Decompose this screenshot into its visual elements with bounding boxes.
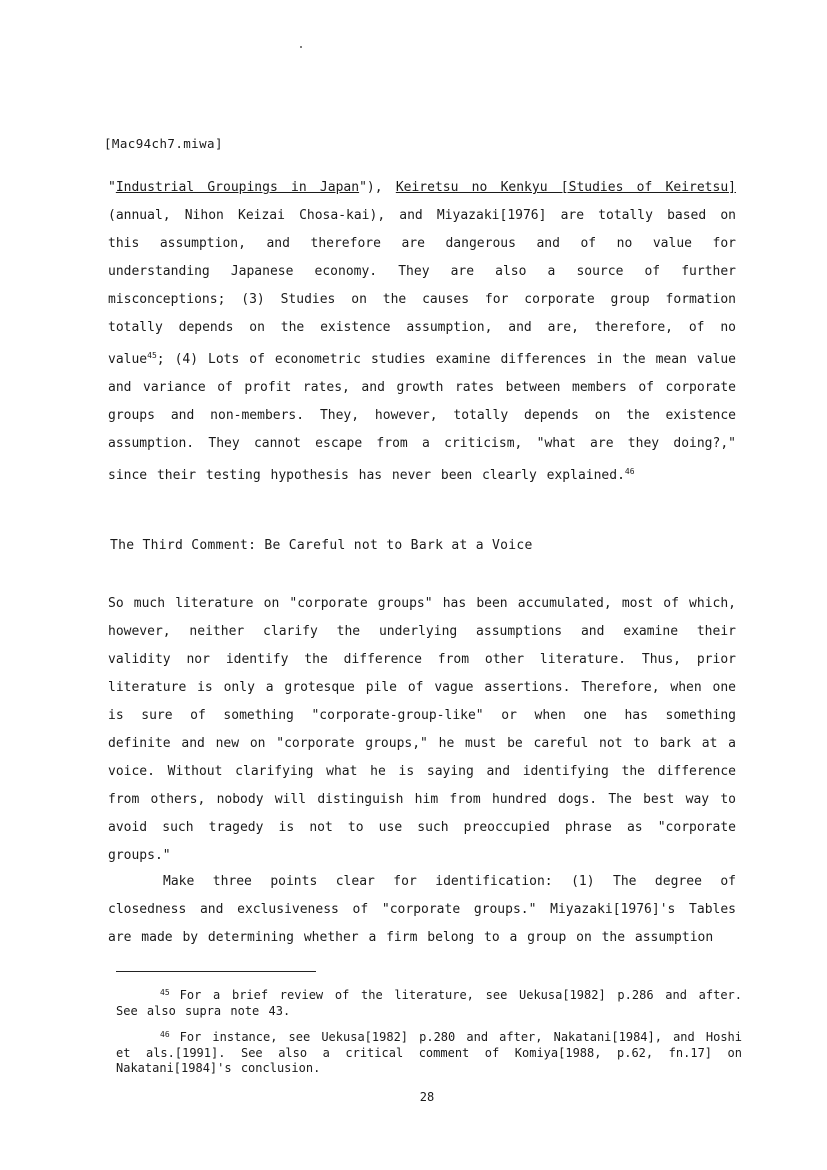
citation-title-keiretsu: Keiretsu no Kenkyu [Studies of Keiretsu] — [395, 180, 736, 195]
section-heading: The Third Comment: Be Careful not to Bark at a Voice — [110, 538, 533, 553]
file-identifier: [Mac94ch7.miwa] — [104, 136, 223, 151]
footnote-ref-45: 45 — [147, 351, 157, 360]
paragraph-body: Make three points clear for identification: (1) The degree of closedness and exclusiveness of "corporate groups." Miyazaki[1976]'s Tables are made by determining whether a firm belong to a group on the assumption — [108, 874, 736, 945]
footnote-text: For instance, see Uekusa[1982] p.280 and after, Nakatani[1984], and Hoshi et als.[1991]. See also a critical comment of Komiya[1988, p.62, fn.17] on Nakatani[1984]'s conclusion. — [116, 1030, 742, 1075]
footnote-46 — [116, 1027, 742, 1077]
speck-mark — [300, 46, 302, 48]
footnote-marker: 46 — [160, 1030, 170, 1039]
footnote-divider — [116, 971, 316, 972]
footnote-text: For a brief review of the literature, see Uekusa[1982] p.286 and after. See also supra note 43. — [116, 988, 742, 1018]
paragraph-text: ; (4) Lots of econometric studies examine differences in the mean value and variance of profit rates, and growth rates between members of corporate groups and non-members. They, however, totally depends on the existence assumption. They cannot escape from a criticism, "what are they doing?," since their testing hypothesis has never been clearly explained. — [108, 352, 736, 483]
footnote-45 — [116, 985, 742, 1019]
quote-mark: " — [108, 180, 116, 195]
footnote-ref-46: 46 — [624, 467, 635, 476]
page-number: 28 — [419, 1090, 435, 1104]
citation-title-industrial-groupings: Industrial Groupings in Japan — [115, 180, 360, 195]
footnote-marker: 45 — [160, 988, 170, 997]
paragraph-continuation — [108, 174, 736, 490]
paragraph-body: So much literature on "corporate groups" has been accumulated, most of which, however, neither clarify the underlying assumptions and examine their validity nor identify the difference from other literature. Thus, prior literature is only a grotesque pile of vague assertions. Therefore, when one is sure of something "corporate-group-like" or when one has something definite and new on "corporate groups," he must be careful not to bark at a voice. Without clarifying what he is saying and identifying the difference from others, nobody will distinguish him from hundred dogs. The best way to avoid such tragedy is not to use such preoccupied phrase as "corporate groups." — [108, 596, 736, 863]
paragraph-text: (annual, Nihon Keizai Chosa-kai), and Miyazaki[1976] are totally based on this assumption, and therefore are dangerous and of no value for understanding Japanese economy. They are also a source of further misconceptions; (3) Studies on the causes for corporate group formation totally depends on the existence assumption, and are, therefore, of no value — [108, 208, 736, 367]
citation-separator: "), — [359, 180, 396, 195]
